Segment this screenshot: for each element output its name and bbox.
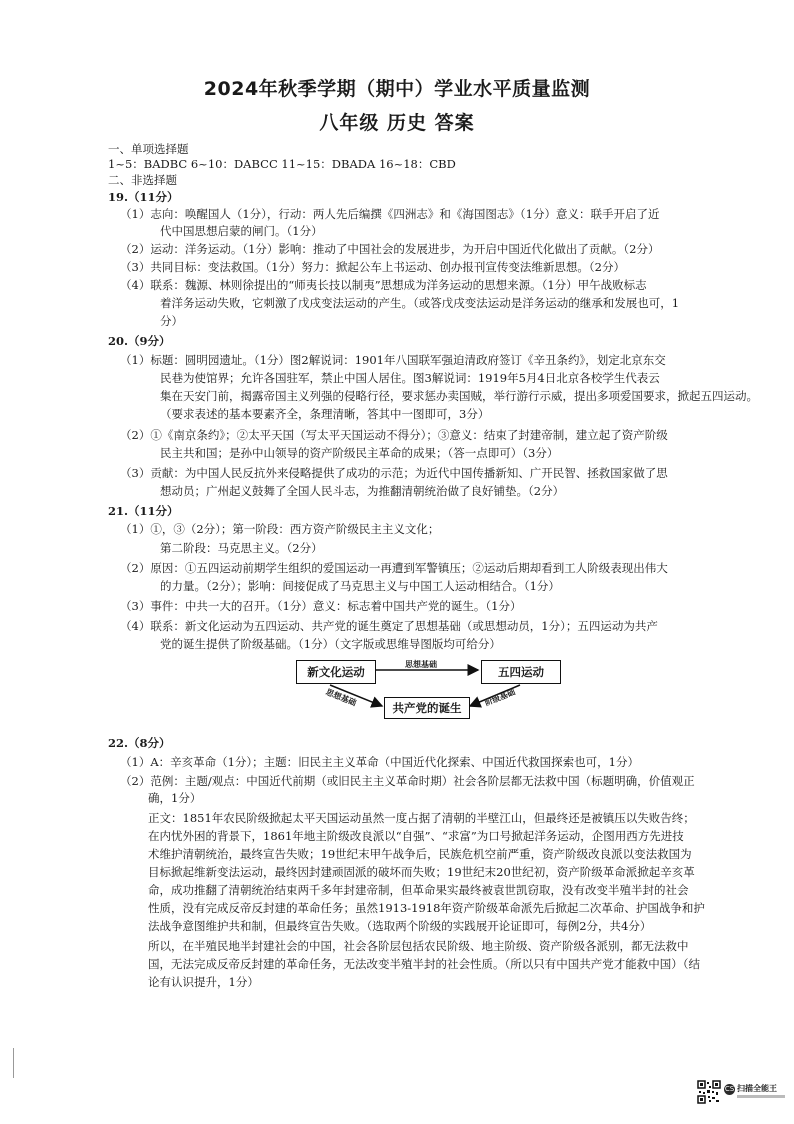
answer-line: 确，1分） bbox=[148, 791, 202, 805]
answer-line: （1）标题：圆明园遗址。（1分）图2解说词：1901年八国联军强迫清政府签订《辛丑条约》，划定北京东交 bbox=[120, 353, 666, 367]
essay-line: 性质，没有完成反帝反封建的革命任务；虽然1913-1918年资产阶级革命派先后掀起二次革命、护国战争和护 bbox=[148, 901, 705, 915]
answer-line: 的力量。（2分）；影响：间接促成了马克思主义与中国工人运动相结合。（1分） bbox=[160, 579, 560, 593]
arrow-label-bc: 阶级基础 bbox=[483, 687, 517, 708]
answer-line: 民巷为使馆界；允许各国驻军，禁止中国人居住。图3解说词：1919年5月4日北京各校学生代表云 bbox=[160, 371, 660, 385]
arrow-label-ac: 思想基础 bbox=[324, 687, 358, 708]
diagram-box-party-founding: 共产党的诞生 bbox=[384, 697, 470, 719]
essay-line: 国，无法完成反帝反封建的革命任务，无法改变半殖半封的社会性质。（所以只有中国共产党才能救中国）（结 bbox=[148, 957, 700, 971]
scanner-watermark bbox=[724, 1082, 786, 1104]
answer-line: （1）志向：唤醒国人（1分），行动：两人先后编撰《四洲志》和《海国图志》（1分）意义：联手开启了近 bbox=[120, 207, 660, 221]
page-subtitle: 八年级 历史 答案 bbox=[319, 112, 475, 134]
answer-line: （2）①《南京条约》；②太平天国（写太平天国运动不得分）；③意义：结束了封建帝制，建立起了资产阶级 bbox=[120, 428, 668, 442]
essay-line: 在内忧外困的背景下，1861年地主阶级改良派以“自强”、“求富”为口号掀起洋务运动，企图用西方先进技 bbox=[148, 829, 684, 843]
answer-line: （4）联系：魏源、林则徐提出的“师夷长技以制夷”思想成为洋务运动的思想来源。（1分）甲午战败标志 bbox=[120, 278, 647, 292]
answer-line: （2）原因：①五四运动前期学生组织的爱国运动一再遭到军警镇压；②运动后期却看到工人阶级表现出伟大 bbox=[120, 561, 668, 575]
scan-edge-mark bbox=[13, 1048, 14, 1078]
answer-line: （3）事件：中共一大的召开。（1分）意义：标志着中国共产党的诞生。（1分） bbox=[120, 599, 522, 613]
scanner-brand: 扫描全能王 bbox=[737, 1084, 777, 1093]
essay-line: 正文：1851年农民阶级掀起太平天国运动虽然一度占据了清朝的半壁江山，但最终还是被镇压以失败告终； bbox=[148, 811, 695, 825]
scanner-tagline-bar bbox=[737, 1095, 785, 1098]
essay-line: 法战争意图维护共和制，但最终宣告失败。（选取两个阶级的实践展开论证即可，每例2分，共4分） bbox=[148, 919, 652, 933]
essay-line: 术维护清朝统治，最终宣告失败；19世纪末甲午战争后，民族危机空前严重，资产阶级改良派以变法救国为 bbox=[148, 847, 692, 861]
essay-line: 目标掀起维新变法运动，最终因封建顽固派的破坏而失败；19世纪末20世纪初，资产阶级革命派掀起辛亥革 bbox=[148, 865, 695, 879]
section-heading: 一、单项选择题 bbox=[108, 142, 189, 156]
answer-line: （3）共同目标：变法救国。（1分）努力：掀起公车上书运动、创办报刊宣传变法维新思想。（2分） bbox=[120, 260, 625, 274]
essay-line: 所以，在半殖民地半封建社会的中国，社会各阶层包括农民阶级、地主阶级、资产阶级各派别，都无法救中 bbox=[148, 939, 689, 953]
qr-code-icon bbox=[697, 1080, 721, 1104]
diagram-box-may-fourth: 五四运动 bbox=[481, 660, 561, 684]
answer-line: 想动员；广州起义鼓舞了全国人民斗志，为推翻清朝统治做了良好铺垫。（2分） bbox=[160, 484, 565, 498]
answer-line: 代中国思想启蒙的闸门。（1分） bbox=[160, 224, 323, 238]
question-number: 21.（11分） bbox=[108, 504, 179, 518]
answer-line: （3）贡献：为中国人民反抗外来侵略提供了成功的示范；为近代中国传播新知、广开民智、拯救国家做了思 bbox=[120, 466, 668, 480]
answer-line: （1）①，③（2分）；第一阶段：西方资产阶级民主主义文化； bbox=[120, 522, 440, 536]
answer-line: 民主共和国；是孙中山领导的资产阶级民主革命的成果；（答一点即可）（3分） bbox=[160, 446, 559, 460]
section-heading: 二、非选择题 bbox=[108, 173, 177, 187]
answer-line: （要求表述的基本要素齐全，条理清晰，答其中一图即可，3分） bbox=[160, 407, 490, 421]
answer-line: 着洋务运动失败，它刺激了戊戌变法运动的产生。（或答戊戌变法运动是洋务运动的继承和发展也可，1 bbox=[160, 296, 680, 310]
answer-line: 第二阶段：马克思主义。（2分） bbox=[160, 541, 323, 555]
answer-line: 集在天安门前，揭露帝国主义列强的侵略行径，要求惩办卖国贼，举行游行示威，提出多项爱国要求，掀起五四运动。 bbox=[160, 389, 758, 403]
answer-line: （2）范例：主题/观点：中国近代前期（或旧民主主义革命时期）社会各阶层都无法救中国（标题明确，价值观正 bbox=[120, 774, 695, 788]
answer-line: （4）联系：新文化运动为五四运动、共产党的诞生奠定了思想基础（或思想动员，1分）；五四运动为共产 bbox=[120, 619, 658, 633]
scanner-logo-icon: CS bbox=[724, 1085, 735, 1093]
arrow-label-ab: 思想基础 bbox=[405, 660, 437, 669]
answer-line: 党的诞生提供了阶级基础。（1分）（文字版或思维导图版均可给分） bbox=[160, 637, 501, 651]
essay-line: 论有认识提升，1分） bbox=[148, 975, 259, 989]
answer-line: （2）运动：洋务运动。（1分）影响：推动了中国社会的发展进步，为开启中国近代化做出了贡献。（2分） bbox=[120, 242, 660, 256]
mc-answers: 1~5：BADBC 6~10：DABCC 11~15：DBADA 16~18：CBD bbox=[108, 157, 456, 171]
answer-line: 分） bbox=[160, 314, 183, 328]
question-number: 19.（11分） bbox=[108, 190, 179, 204]
essay-line: 命，成功推翻了清朝统治结束两千多年封建帝制，但革命果实最终被袁世凯窃取，没有改变半殖半封的社会 bbox=[148, 883, 689, 897]
question-number: 20.（9分） bbox=[108, 334, 171, 348]
page-title: 2024年秋季学期（期中）学业水平质量监测 bbox=[203, 78, 591, 100]
answer-line: （1）A：辛亥革命（1分）；主题：旧民主主义革命（中国近代化探索、中国近代救国探索也可，1分） bbox=[120, 755, 639, 769]
diagram-box-new-culture: 新文化运动 bbox=[296, 660, 376, 684]
question-number: 22.（8分） bbox=[108, 736, 171, 750]
